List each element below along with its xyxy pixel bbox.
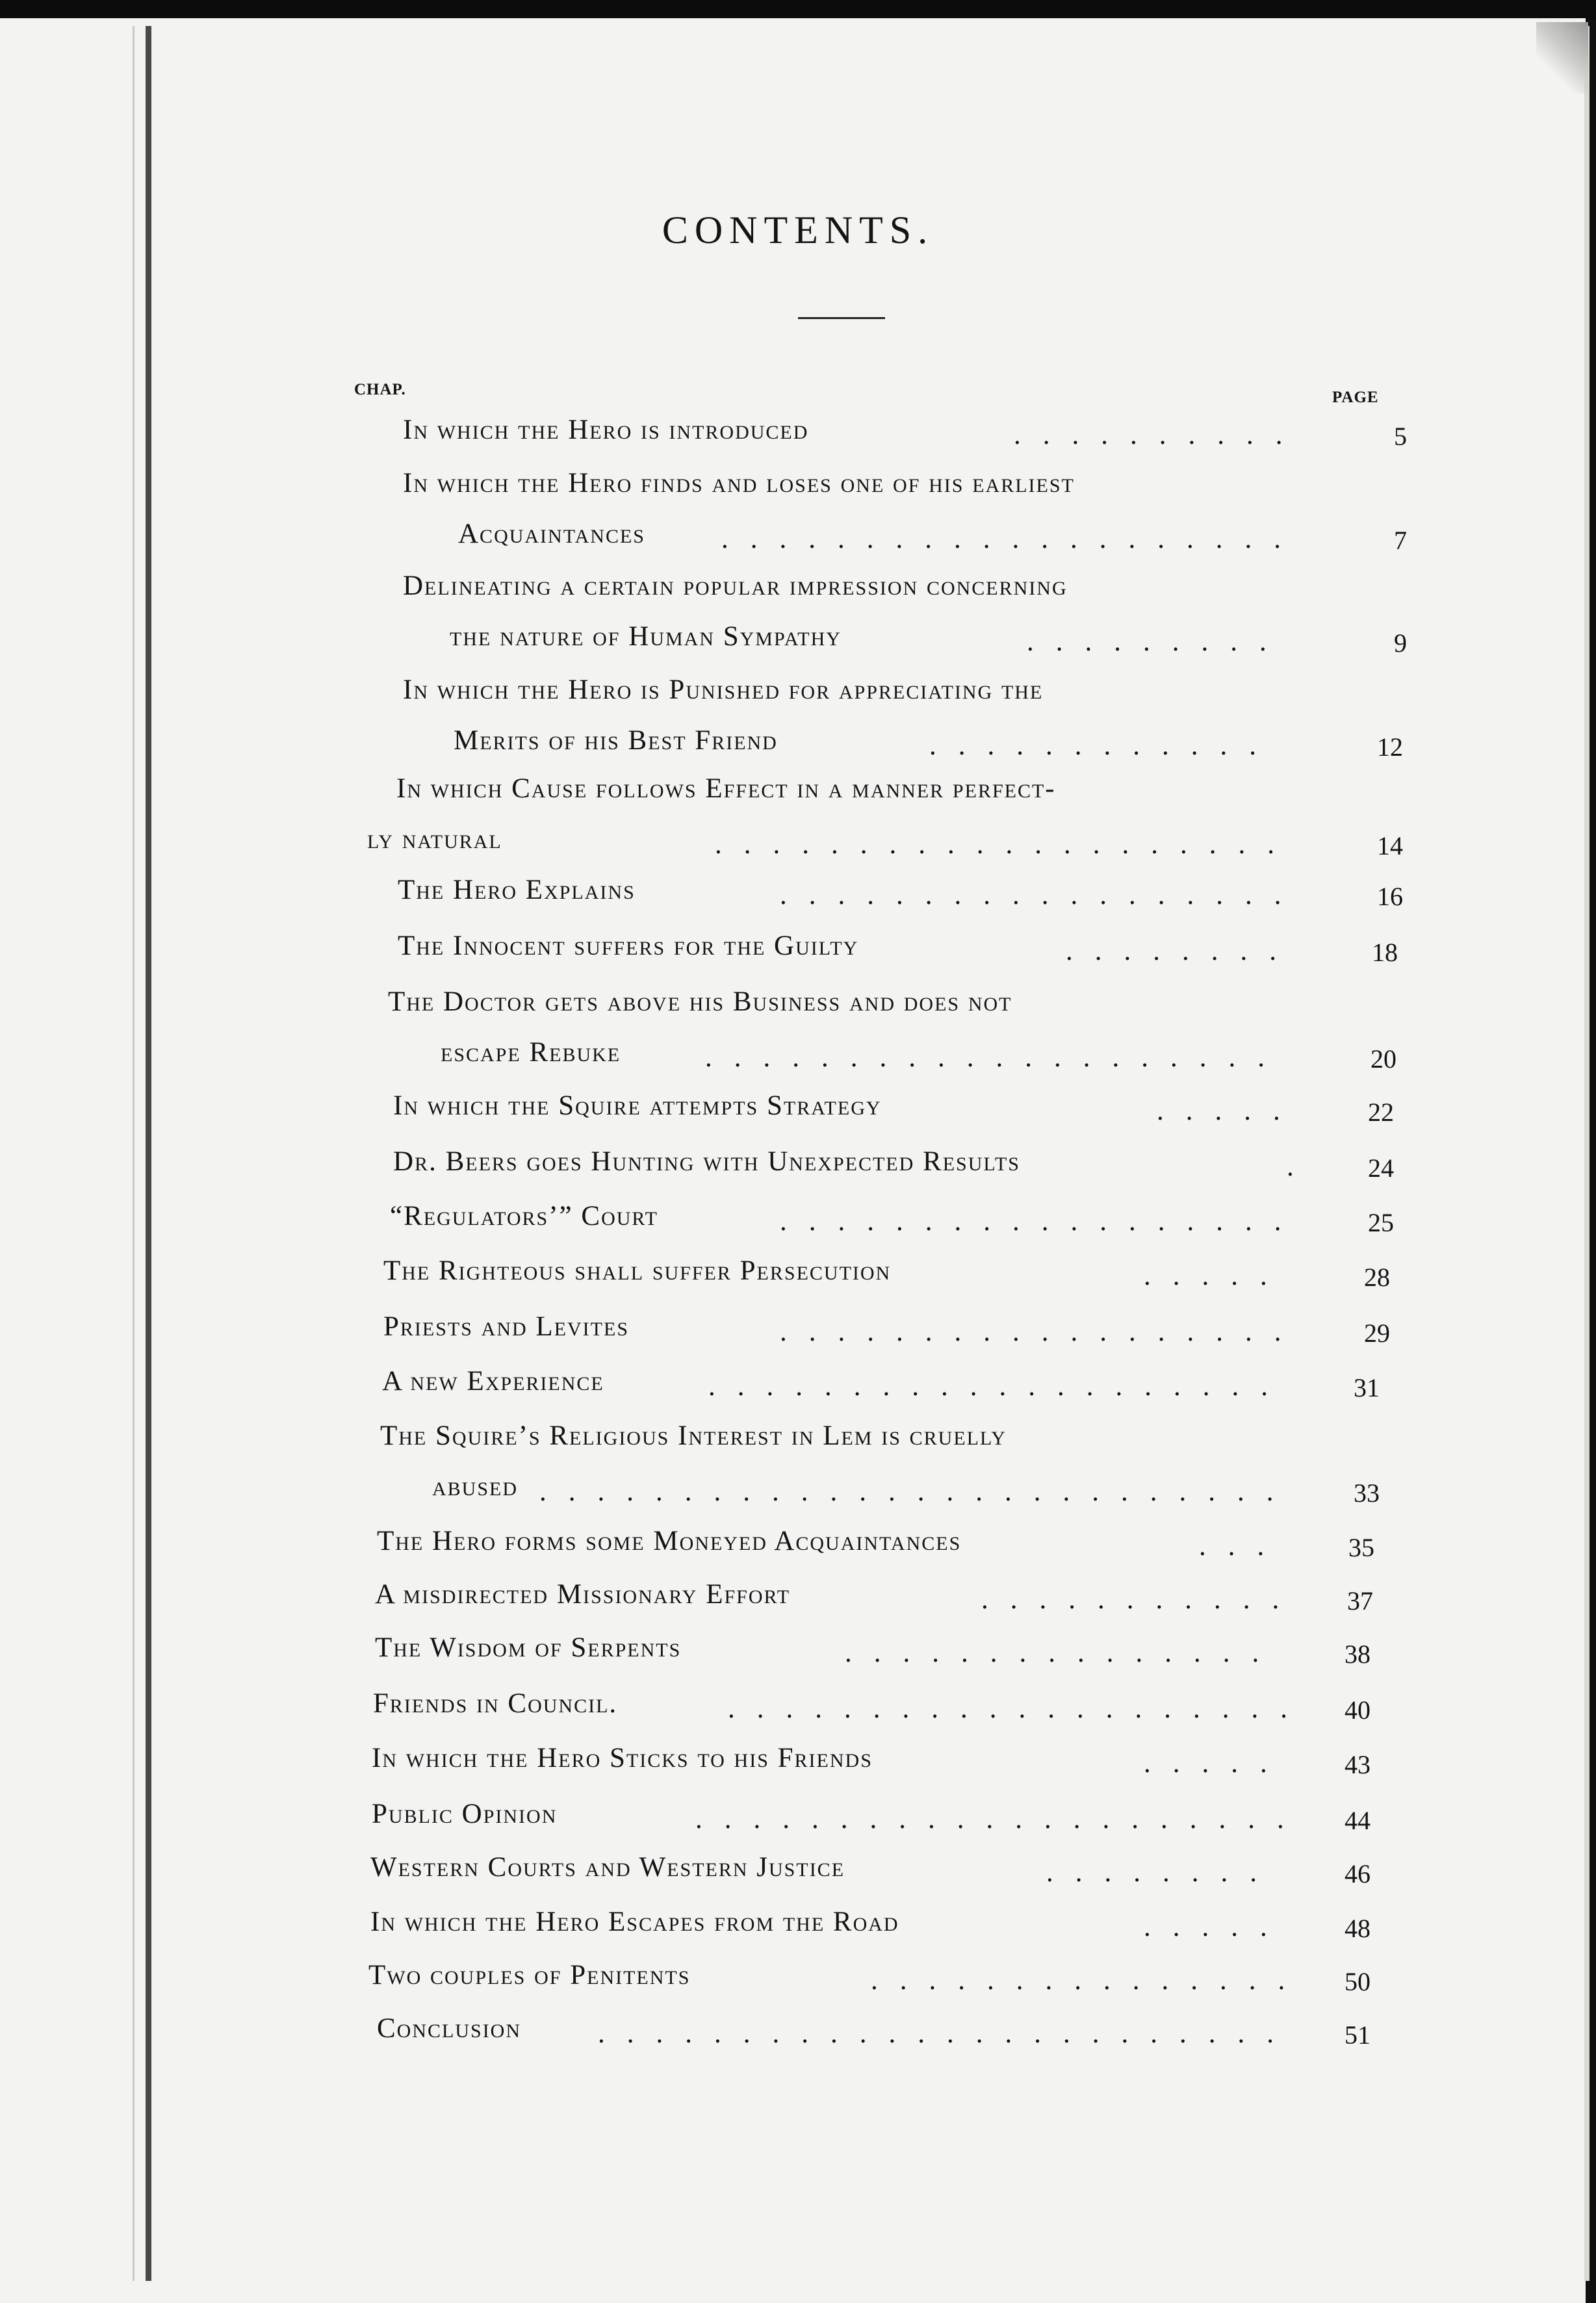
chapter-title-line: Acquaintances (458, 519, 645, 549)
page-number: 24 (1368, 1153, 1394, 1183)
chapter-title-line: In which the Squire attempts Strategy (393, 1090, 882, 1121)
page-number: 35 (1348, 1533, 1374, 1562)
dot-leader: .................... (721, 524, 1303, 554)
dot-leader: .......... (1014, 420, 1305, 450)
dot-leader: .................... (708, 1371, 1290, 1402)
chapter-title-line: In which the Hero is introduced (403, 415, 809, 445)
chapter-title-line: The Hero Explains (398, 875, 636, 905)
page-number: 43 (1345, 1750, 1371, 1779)
page-corner-fold (1536, 22, 1588, 94)
page-number: 37 (1347, 1586, 1373, 1615)
page-number: 20 (1371, 1044, 1396, 1074)
chapter-title-line: The Squire’s Religious Interest in Lem is cruelly (380, 1421, 1007, 1451)
page-number: 44 (1345, 1806, 1371, 1835)
page-number: 25 (1368, 1208, 1394, 1237)
page-number: 12 (1377, 732, 1403, 762)
dot-leader: .......................... (539, 1476, 1296, 1507)
dot-leader: ..... (1144, 1261, 1289, 1291)
page-right-edge (1584, 26, 1590, 2281)
page-number: 40 (1345, 1695, 1371, 1725)
chapter-title-line: In which the Hero is Punished for appreciating the (403, 675, 1044, 705)
chapter-title-line: Western Courts and Western Justice (370, 1852, 845, 1883)
page-number: 50 (1345, 1967, 1371, 1996)
dot-leader: ..................... (695, 1804, 1306, 1834)
page-column-header: PAGE (1332, 389, 1379, 406)
dot-leader: .................... (728, 1693, 1309, 1724)
chapter-title-line: The Hero forms some Moneyed Acquaintances (377, 1526, 962, 1556)
chapter-title-line: the nature of Human Sympathy (450, 621, 842, 652)
chapter-title-line: ly natural (367, 824, 502, 855)
page-number: 16 (1377, 882, 1403, 911)
chapter-title-line: Merits of his Best Friend (454, 725, 778, 756)
chapter-title-line: Friends in Council. (373, 1688, 618, 1719)
page-number: 28 (1364, 1263, 1390, 1292)
dot-leader: .................... (715, 829, 1296, 860)
page-title: CONTENTS. (662, 209, 934, 252)
dot-leader: .................. (780, 1206, 1304, 1237)
dot-leader: ........................ (598, 2018, 1296, 2049)
dot-leader: .................... (705, 1042, 1287, 1073)
dot-leader: ........... (981, 1584, 1302, 1615)
page-number: 9 (1394, 628, 1407, 658)
page-number: 18 (1372, 938, 1398, 967)
chapter-title-line: Priests and Levites (383, 1311, 630, 1342)
dot-leader: ............... (871, 1965, 1307, 1996)
dot-leader: ... (1199, 1531, 1287, 1562)
page-number: 48 (1345, 1914, 1371, 1943)
scan-top-border (0, 0, 1596, 19)
chapter-title-line: Conclusion (377, 2013, 522, 2044)
dot-leader: ..... (1144, 1912, 1289, 1942)
dot-leader: ..... (1157, 1096, 1302, 1126)
dot-leader: .................. (780, 1317, 1304, 1347)
dot-leader: ............ (929, 730, 1278, 761)
chapter-title-line: Dr. Beers goes Hunting with Unexpected Results (393, 1146, 1020, 1177)
page-number: 7 (1394, 526, 1407, 555)
chapter-title-line: In which the Hero Sticks to his Friends (372, 1743, 873, 1773)
dot-leader: ......... (1027, 626, 1289, 657)
chapter-title-line: The Righteous shall suffer Persecution (383, 1255, 892, 1286)
dot-leader: ........ (1066, 936, 1298, 966)
page-number: 29 (1364, 1319, 1390, 1348)
page-number: 46 (1345, 1859, 1371, 1888)
chapter-title-line: abused (432, 1471, 519, 1502)
chapter-title-line: A misdirected Missionary Effort (375, 1579, 791, 1610)
chapter-title-line: In which Cause follows Effect in a manner perfect- (396, 773, 1056, 804)
page-number: 31 (1354, 1373, 1380, 1402)
chapter-column-header: CHAP. (354, 381, 406, 398)
page-number: 22 (1368, 1098, 1394, 1127)
page-binding-line (146, 26, 151, 2281)
chapter-title-line: Public Opinion (372, 1799, 558, 1829)
chapter-title-line: escape Rebuke (441, 1037, 621, 1068)
chapter-title-line: A new Experience (382, 1366, 604, 1396)
chapter-title-line: Delineating a certain popular impression concerning (403, 571, 1068, 601)
dot-leader: ........ (1046, 1857, 1279, 1888)
dot-leader: . (1287, 1152, 1316, 1182)
dot-leader: .................. (780, 880, 1304, 910)
page-number: 51 (1345, 2020, 1371, 2050)
chapter-title-line: In which the Hero Escapes from the Road (370, 1907, 899, 1937)
page-number: 38 (1345, 1640, 1371, 1669)
title-rule (798, 317, 885, 319)
page-number: 33 (1354, 1478, 1380, 1508)
chapter-title-line: The Wisdom of Serpents (375, 1632, 682, 1663)
chapter-title-line: Two couples of Penitents (368, 1960, 691, 1990)
dot-leader: ..... (1144, 1748, 1289, 1779)
chapter-title-line: The Doctor gets above his Business and does not (388, 986, 1012, 1017)
chapter-title-line: The Innocent suffers for the Guilty (398, 931, 859, 961)
page-gutter-edge (133, 26, 135, 2281)
dot-leader: ............... (845, 1638, 1281, 1668)
chapter-title-line: “Regulators’” Court (390, 1201, 658, 1231)
chapter-title-line: In which the Hero finds and loses one of his earliest (403, 468, 1075, 498)
page-number: 5 (1394, 422, 1407, 451)
page-number: 14 (1377, 831, 1403, 860)
